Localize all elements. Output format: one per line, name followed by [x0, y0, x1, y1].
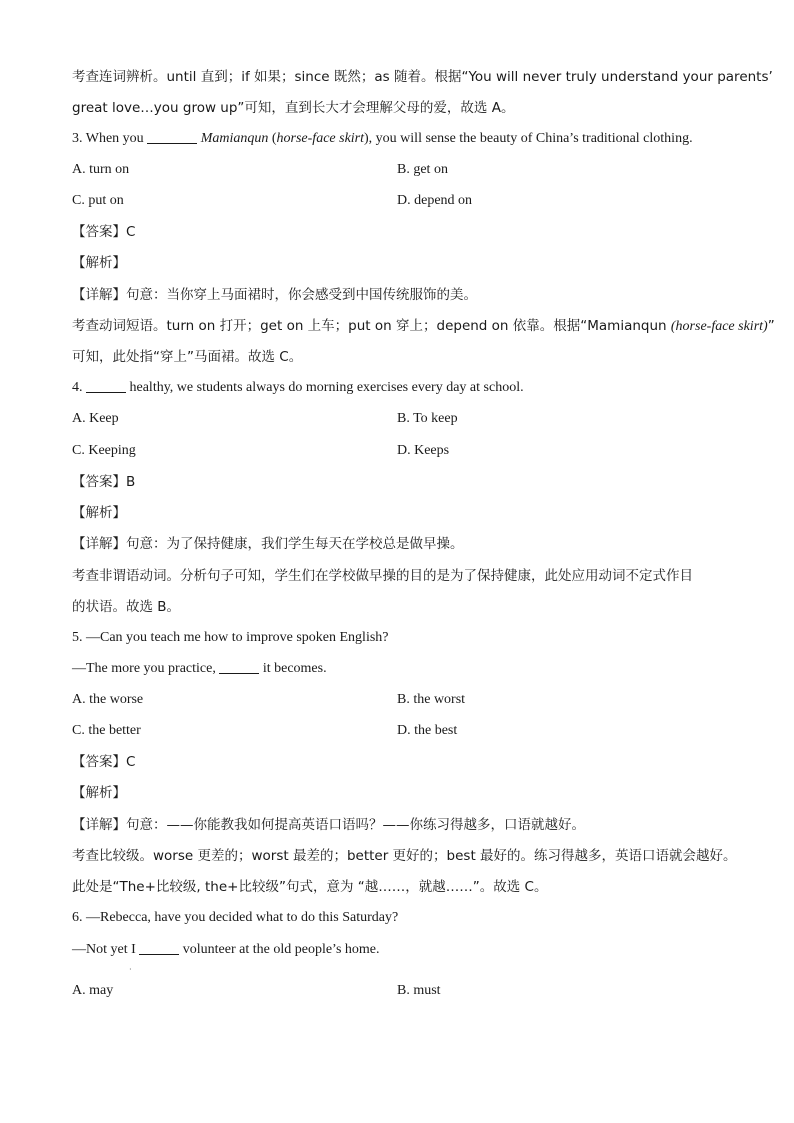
question-3-option-d: D. depend on [397, 193, 473, 208]
answer-blank [86, 378, 126, 393]
answer-blank [147, 129, 197, 144]
question-5-explanation-line-2: 此处是“The+比较级, the+比较级”句式，意为 “越……，就越……”。故选 C。 [72, 879, 548, 895]
question-6-stem-line-2: —Not yet I volunteer at the old people’s home. [72, 942, 380, 957]
question-5-explanation-line-1: 考查比较级。worse 更差的；worst 最差的；better 更好的；best 最好的。练习得越多，英语口语就会越好。 [72, 848, 737, 864]
question-3-stem: 3. When you Mamianqun (horse-face skirt), you will sense the beauty of China’s traditional clothing. [72, 131, 693, 146]
stray-dot-mark: · [129, 965, 132, 974]
intro-explanation-line-2: great love…you grow up”可知，直到长大才会理解父母的爱，故选 A。 [72, 100, 515, 116]
question-6-option-a: A. may [72, 983, 114, 998]
question-4-option-b: B. To keep [397, 411, 458, 426]
question-4-detail: 【详解】句意：为了保持健康，我们学生每天在学校总是做早操。 [72, 536, 464, 552]
question-3-analysis-heading: 【解析】 [72, 255, 126, 271]
question-3-explanation-line-1: 考查动词短语。turn on 打开；get on 上车；put on 穿上；depend on 依靠。根据“Mamianqun (horse-face skirt)” [72, 318, 775, 334]
question-6-stem-line-1: 6. —Rebecca, have you decided what to do this Saturday? [72, 910, 399, 925]
intro-explanation-line-1: 考查连词辨析。until 直到；if 如果；since 既然；as 随着。根据“You will never truly understand your parents’ [72, 69, 773, 85]
question-5-option-a: A. the worse [72, 692, 144, 707]
question-3-option-c: C. put on [72, 193, 124, 208]
question-5-detail: 【详解】句意：——你能教我如何提高英语口语吗？——你练习得越多，口语就越好。 [72, 817, 585, 833]
question-4-option-a: A. Keep [72, 411, 119, 426]
question-3-option-a: A. turn on [72, 162, 130, 177]
question-5-stem-line-2: —The more you practice, it becomes. [72, 661, 327, 676]
question-5-answer: 【答案】C [72, 754, 136, 770]
question-3-option-b: B. get on [397, 162, 448, 177]
question-5-stem-line-1: 5. —Can you teach me how to improve spoken English? [72, 630, 389, 645]
question-3-answer: 【答案】C [72, 224, 136, 240]
question-5-option-c: C. the better [72, 723, 141, 738]
question-4-explanation-line-2: 的状语。故选 B。 [72, 599, 181, 615]
question-5-option-d: D. the best [397, 723, 458, 738]
question-4-stem: 4. healthy, we students always do morning exercises every day at school. [72, 380, 524, 395]
question-5-analysis-heading: 【解析】 [72, 785, 126, 801]
question-6-option-b: B. must [397, 983, 441, 998]
question-4-analysis-heading: 【解析】 [72, 505, 126, 521]
answer-blank [219, 659, 259, 674]
question-4-option-c: C. Keeping [72, 443, 136, 458]
question-5-option-b: B. the worst [397, 692, 466, 707]
question-3-detail: 【详解】句意：当你穿上马面裙时，你会感受到中国传统服饰的美。 [72, 287, 477, 303]
answer-blank [139, 940, 179, 955]
question-4-answer: 【答案】B [72, 474, 136, 490]
question-4-explanation-line-1: 考查非谓语动词。分析句子可知，学生们在学校做早操的目的是为了保持健康，此处应用动词不定式作目 [72, 568, 693, 584]
question-4-option-d: D. Keeps [397, 443, 450, 458]
question-3-explanation-line-2: 可知，此处指“穿上”马面裙。故选 C。 [72, 349, 303, 365]
